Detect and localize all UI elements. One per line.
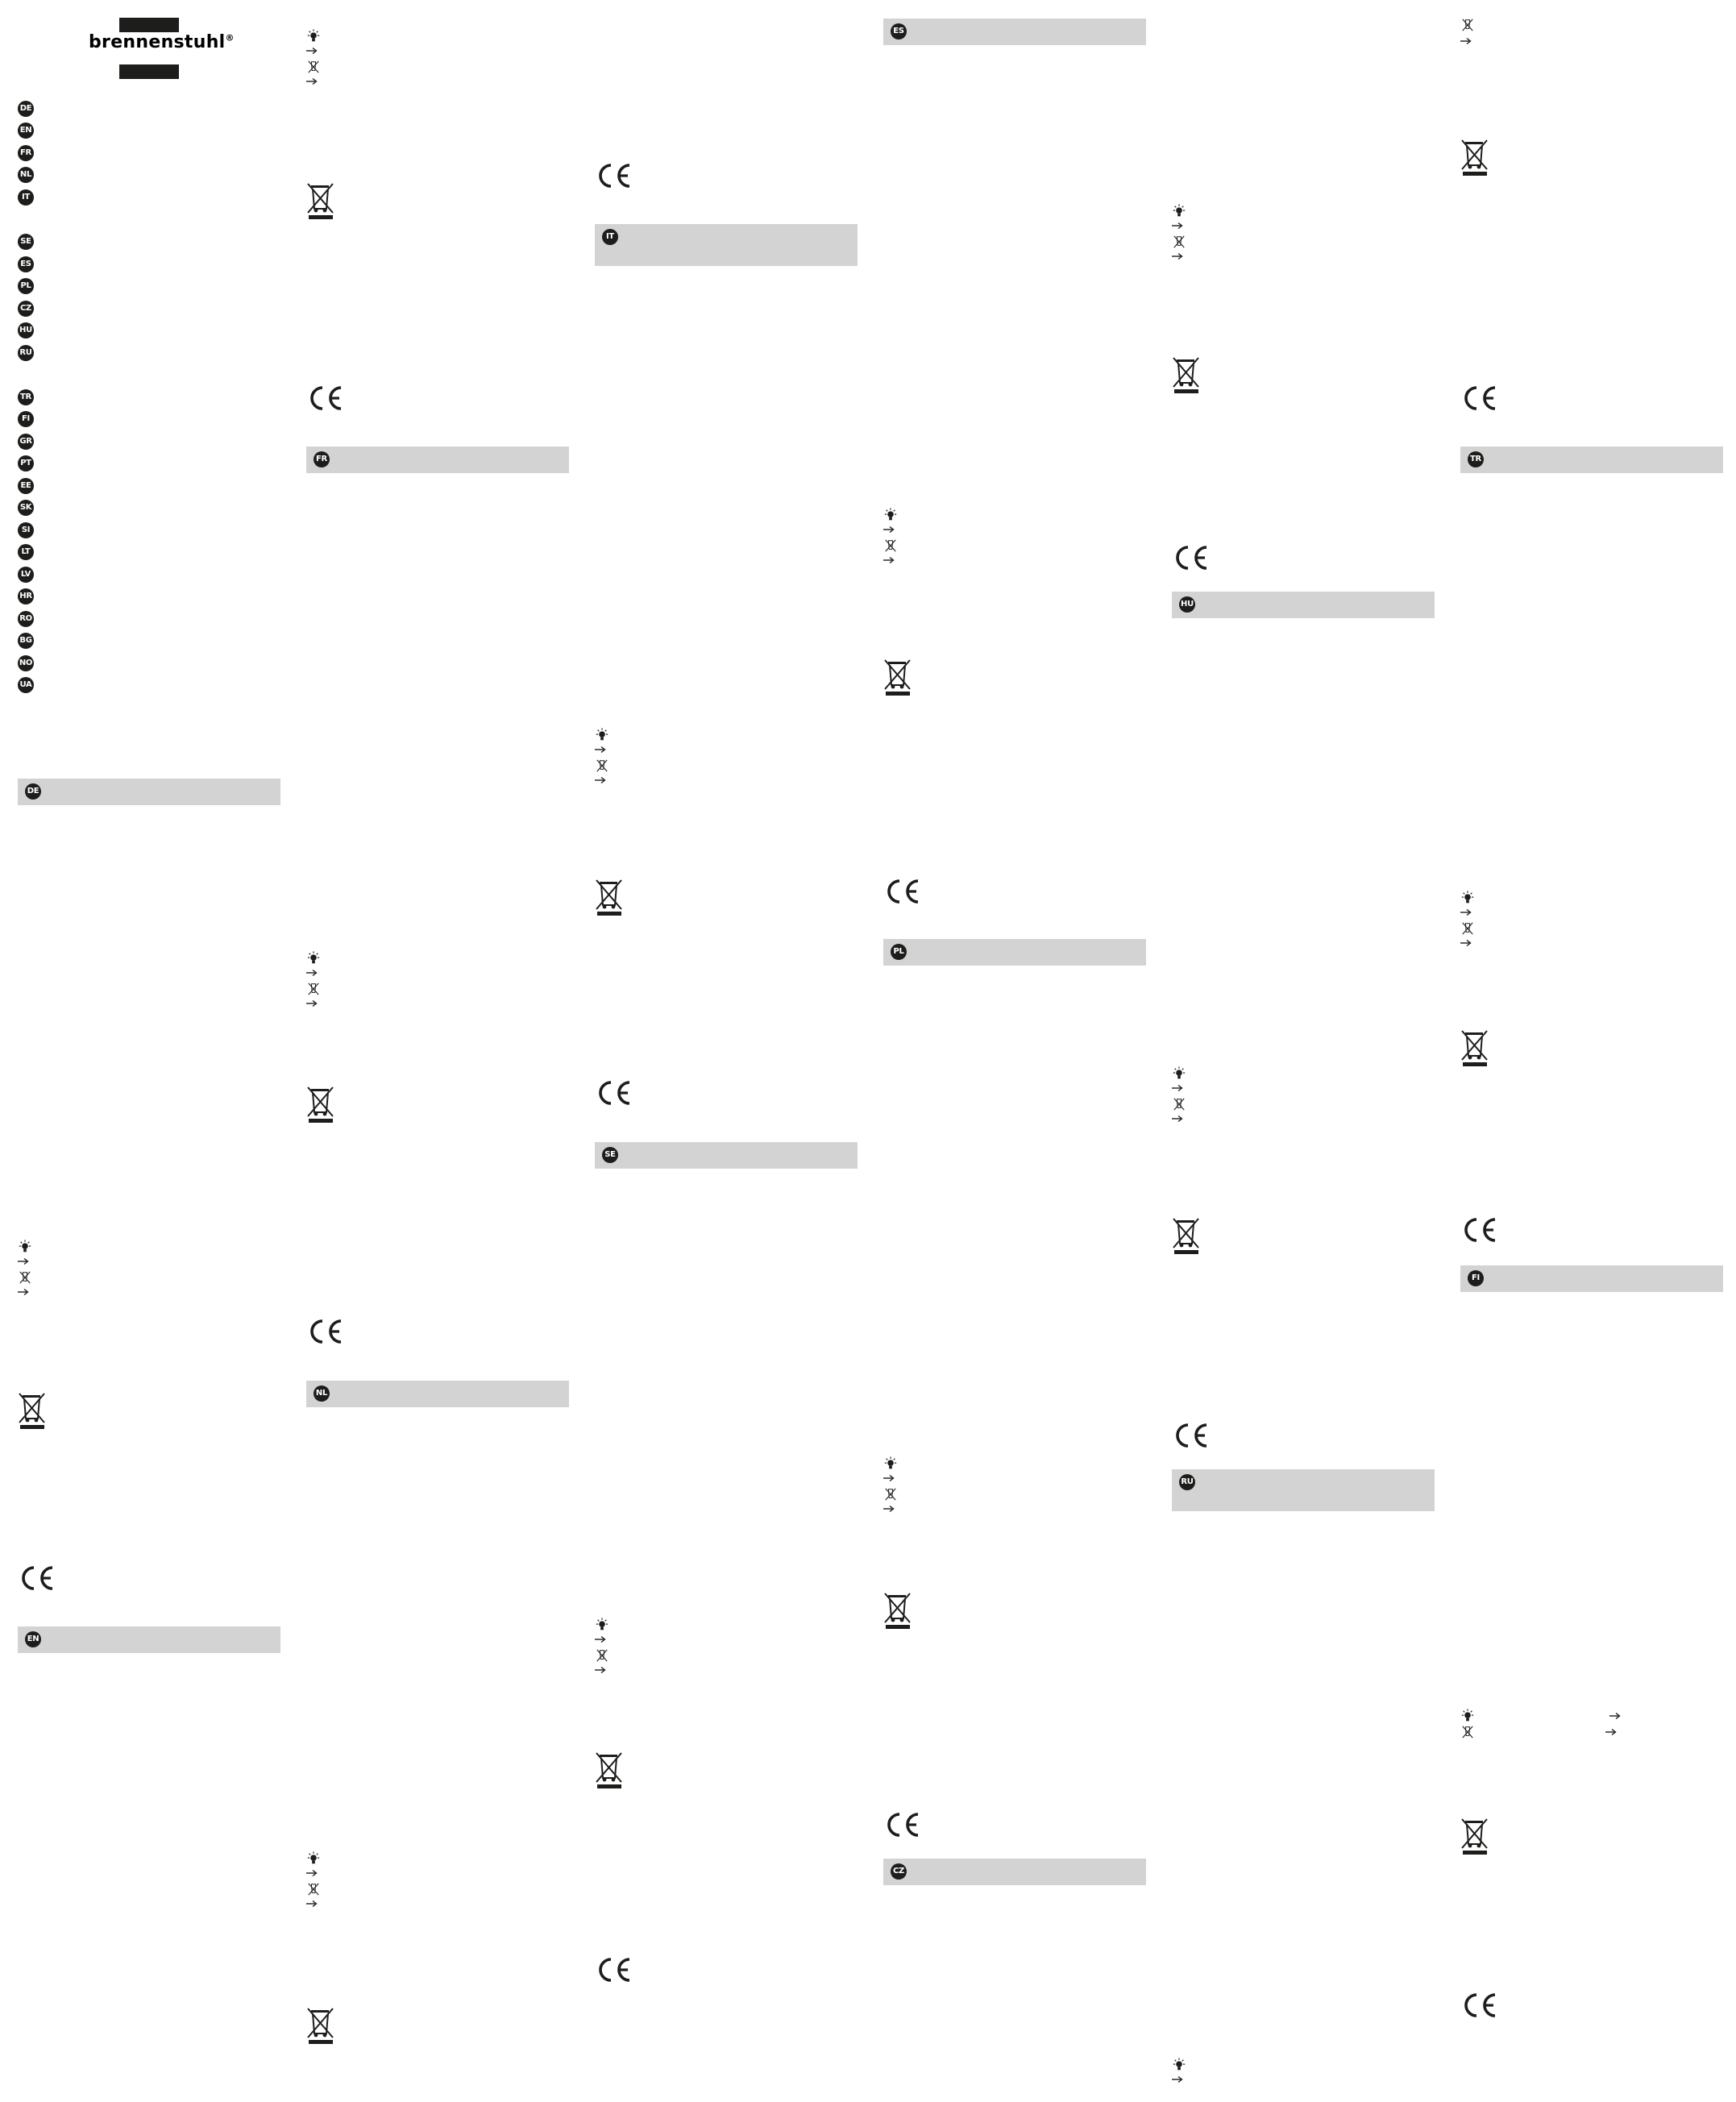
section-badge-tr: TR <box>1468 451 1484 467</box>
light-source-symbols-cz <box>1172 204 1204 262</box>
logo-bottom-bar <box>119 64 179 79</box>
section-badge-ru: RU <box>1179 1474 1195 1490</box>
lang-badge-tr: TR <box>18 389 34 405</box>
lang-badge-cz: CZ <box>18 301 34 317</box>
section-badge-de: DE <box>25 783 41 800</box>
lang-badge-de: DE <box>18 101 34 117</box>
section-badge-es: ES <box>891 23 907 39</box>
light-source-symbols-it <box>595 728 627 786</box>
section-header-fi <box>1460 1265 1723 1292</box>
crossed-out-wheelie-bin-icon <box>1460 1817 1489 1855</box>
lang-badge-ro: RO <box>18 611 34 627</box>
section-header-es <box>883 19 1146 45</box>
lang-badge-no: NO <box>18 655 34 671</box>
light-source-symbols-de <box>18 1240 50 1298</box>
lang-badge-ee: EE <box>18 478 34 494</box>
section-header-nl <box>306 1381 569 1407</box>
lang-badge-sk: SK <box>18 500 34 516</box>
section-header-pl <box>883 939 1146 966</box>
crossed-out-wheelie-bin-icon <box>883 1592 912 1629</box>
light-source-symbols-se <box>595 1618 627 1676</box>
light-source-symbols-fi <box>1460 1709 1630 1741</box>
lang-badge-pl: PL <box>18 278 34 294</box>
crossed-out-wheelie-bin-icon <box>306 1086 335 1123</box>
ce-mark-icon <box>1172 545 1209 571</box>
ce-mark-icon <box>595 1957 632 1983</box>
section-badge-hu: HU <box>1179 596 1195 613</box>
light-source-symbols-hu <box>1172 1066 1204 1124</box>
lang-badge-gr: GR <box>18 434 34 450</box>
section-badge-se: SE <box>602 1147 618 1163</box>
light-source-symbols-tr <box>1460 891 1493 949</box>
section-badge-nl: NL <box>314 1385 330 1402</box>
section-badge-en: EN <box>25 1631 41 1647</box>
ce-mark-icon <box>883 879 920 904</box>
section-header-de <box>18 779 280 805</box>
ce-mark-icon <box>1460 385 1497 411</box>
section-badge-fi: FI <box>1468 1270 1484 1286</box>
crossed-out-wheelie-bin-icon <box>306 2007 335 2044</box>
crossed-out-wheelie-bin-icon <box>18 1392 47 1429</box>
section-header-fr <box>306 447 569 473</box>
section-header-cz <box>883 1859 1146 1885</box>
lang-badge-ru: RU <box>18 345 34 361</box>
lang-badge-it: IT <box>18 189 34 206</box>
light-bulb-icon <box>19 1240 31 1252</box>
crossed-out-wheelie-bin-icon <box>595 1751 624 1788</box>
section-header-it <box>595 224 858 266</box>
crossed-out-wheelie-bin-icon <box>1460 139 1489 176</box>
lang-badge-hu: HU <box>18 322 34 339</box>
lang-badge-fr: FR <box>18 145 34 161</box>
ce-mark-icon <box>1172 1423 1209 1448</box>
crossed-out-wheelie-bin-icon <box>1460 1029 1489 1066</box>
crossed-out-wheelie-bin-icon <box>306 182 335 219</box>
logo-top-bar <box>119 18 179 32</box>
lang-badge-fi: FI <box>18 411 34 427</box>
brennenstuhl-logo <box>89 18 235 79</box>
ce-mark-icon <box>18 1565 55 1591</box>
light-source-symbols-es <box>883 508 916 566</box>
crossed-out-wheelie-bin-icon <box>1172 356 1201 393</box>
light-source-symbols-nl <box>306 1851 338 1909</box>
crossed-out-wheelie-bin-icon <box>595 879 624 916</box>
ce-mark-icon <box>883 1812 920 1838</box>
logo-text: brennenstuhl <box>89 32 226 52</box>
registered-mark: ® <box>225 32 235 44</box>
lang-badge-nl: NL <box>18 167 34 183</box>
ce-mark-icon <box>595 1080 632 1106</box>
section-badge-fr: FR <box>314 451 330 467</box>
crossed-out-lamp-icon <box>20 1272 30 1283</box>
ce-mark-icon <box>1460 1217 1497 1243</box>
crossed-out-wheelie-bin-icon <box>1172 1217 1201 1254</box>
crossed-out-wheelie-bin-icon <box>883 658 912 696</box>
right-arrow-icon <box>18 1259 28 1265</box>
light-source-symbols-pl <box>883 1456 916 1514</box>
section-badge-pl: PL <box>891 944 907 960</box>
lang-badge-bg: BG <box>18 633 34 649</box>
lang-badge-es: ES <box>18 256 34 272</box>
section-header-en <box>18 1626 280 1653</box>
right-arrow-icon <box>18 1290 28 1295</box>
ce-mark-icon <box>306 385 343 411</box>
lang-badge-lt: LT <box>18 544 34 560</box>
section-header-se <box>595 1142 858 1169</box>
ce-mark-icon <box>1460 1992 1497 2018</box>
light-source-symbols-ru-cont <box>1460 18 1493 50</box>
section-badge-cz: CZ <box>891 1863 907 1880</box>
section-header-ru <box>1172 1469 1435 1511</box>
lang-badge-pt: PT <box>18 455 34 471</box>
ce-mark-icon <box>595 163 632 189</box>
lang-badge-se: SE <box>18 234 34 250</box>
section-header-tr <box>1460 447 1723 473</box>
lang-badge-en: EN <box>18 123 34 139</box>
ce-mark-icon <box>306 1319 343 1344</box>
section-header-hu <box>1172 592 1435 618</box>
lang-badge-ua: UA <box>18 677 34 693</box>
lang-badge-lv: LV <box>18 567 34 583</box>
lang-badge-hr: HR <box>18 588 34 604</box>
light-source-symbols-fr <box>306 951 338 1009</box>
light-source-symbols-ru <box>1172 2058 1204 2093</box>
light-source-symbols-en <box>306 29 338 87</box>
section-badge-it: IT <box>602 229 618 245</box>
lang-badge-si: SI <box>18 522 34 538</box>
